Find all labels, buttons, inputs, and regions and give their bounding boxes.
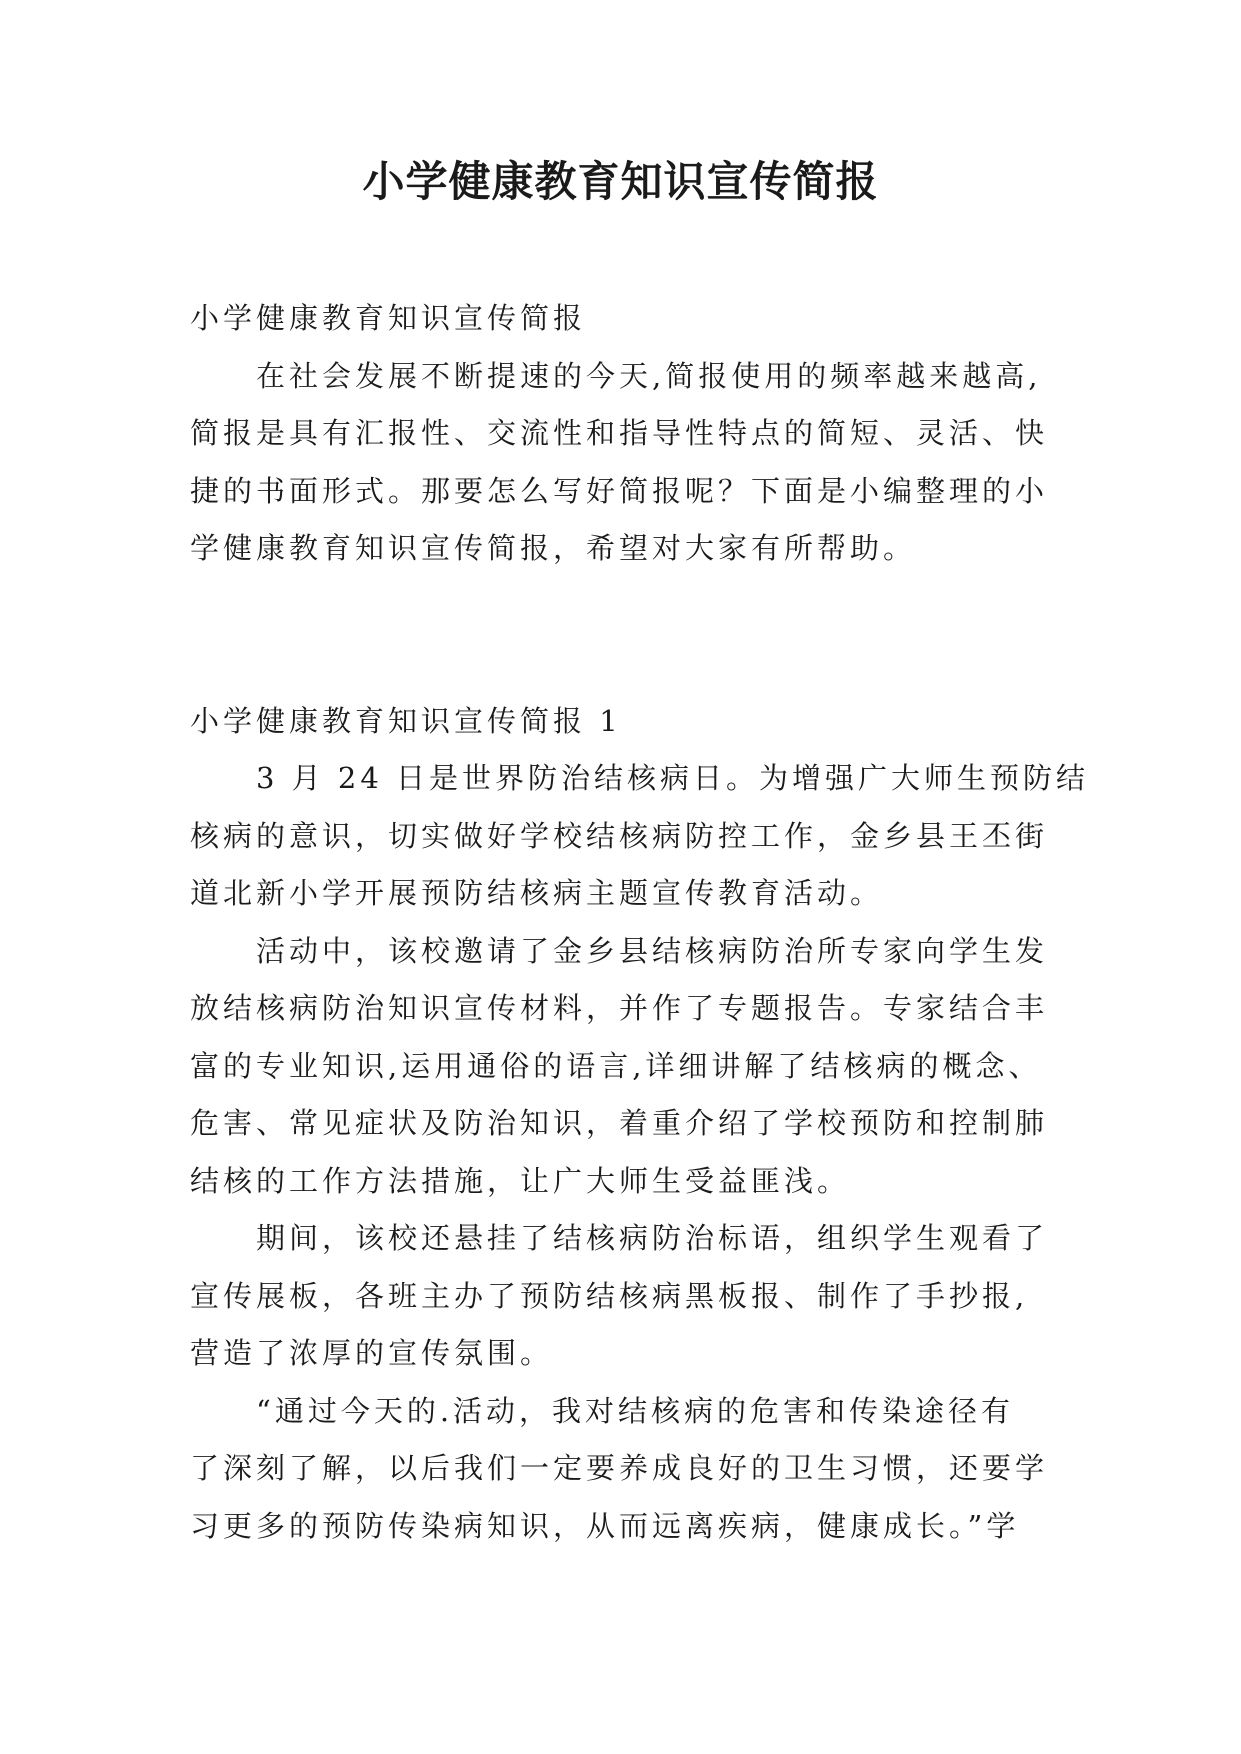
paragraph-line: 道北新小学开展预防结核病主题宣传教育活动。 xyxy=(190,876,884,910)
paragraph-line: 宣传展板，各班主办了预防结核病黑板报、制作了手抄报, xyxy=(190,1278,1029,1313)
paragraph-line: 期间，该校还悬挂了结核病防治标语，组织学生观看了 xyxy=(256,1221,1049,1255)
paragraph-line: 核病的意识，切实做好学校结核病防控工作，金乡县王丕街 xyxy=(190,818,1049,853)
paragraph-line: 结核的工作方法措施，让广大师生受益匪浅。 xyxy=(190,1163,851,1198)
section-spacer xyxy=(190,578,1050,693)
section-heading: 小学健康教育知识宣传简报 1 xyxy=(190,703,622,738)
paragraph-1 xyxy=(190,750,1090,923)
paragraph-3 xyxy=(190,1210,1050,1383)
intro-line: 学健康教育知识宣传简报，希望对大家有所帮助。 xyxy=(190,531,917,565)
intro-line: 简报是具有汇报性、交流性和指导性特点的简短、灵活、快 xyxy=(190,416,1049,450)
paragraph-line: “通过今天的.活动，我对结核病的危害和传染途径有 xyxy=(256,1393,1015,1428)
intro-paragraph xyxy=(190,348,1050,578)
paragraph-line: 了深刻了解，以后我们一定要养成良好的卫生习惯，还要学 xyxy=(190,1451,1049,1485)
paragraph-line: 3 月 24 日是世界防治结核病日。为增强广大师生预防结 xyxy=(256,761,1090,795)
paragraph-line: 营造了浓厚的宣传氛围。 xyxy=(190,1336,554,1370)
paragraph-line: 活动中，该校邀请了金乡县结核病防治所专家向学生发 xyxy=(256,933,1049,968)
intro-line: 捷的书面形式。那要怎么写好简报呢？下面是小编整理的小 xyxy=(190,473,1049,508)
document-subtitle: 小学健康教育知识宣传简报 xyxy=(190,301,587,335)
paragraph-4 xyxy=(190,1383,1050,1556)
paragraph-line: 习更多的预防传染病知识，从而远离疾病，健康成长。”学 xyxy=(190,1508,1020,1543)
paragraph-line: 富的专业知识,运用通俗的语言,详细讲解了结核病的概念、 xyxy=(190,1048,1042,1083)
intro-line: 在社会发展不断提速的今天,简报使用的频率越来越高, xyxy=(256,358,1042,393)
paragraph-line: 放结核病防治知识宣传材料，并作了专题报告。专家结合丰 xyxy=(190,991,1049,1025)
document-body xyxy=(190,290,1090,1555)
document-title: 小学健康教育知识宣传简报 xyxy=(362,157,879,206)
paragraph-2 xyxy=(190,923,1050,1211)
paragraph-line: 危害、常见症状及防治知识，着重介绍了学校预防和控制肺 xyxy=(190,1106,1049,1140)
